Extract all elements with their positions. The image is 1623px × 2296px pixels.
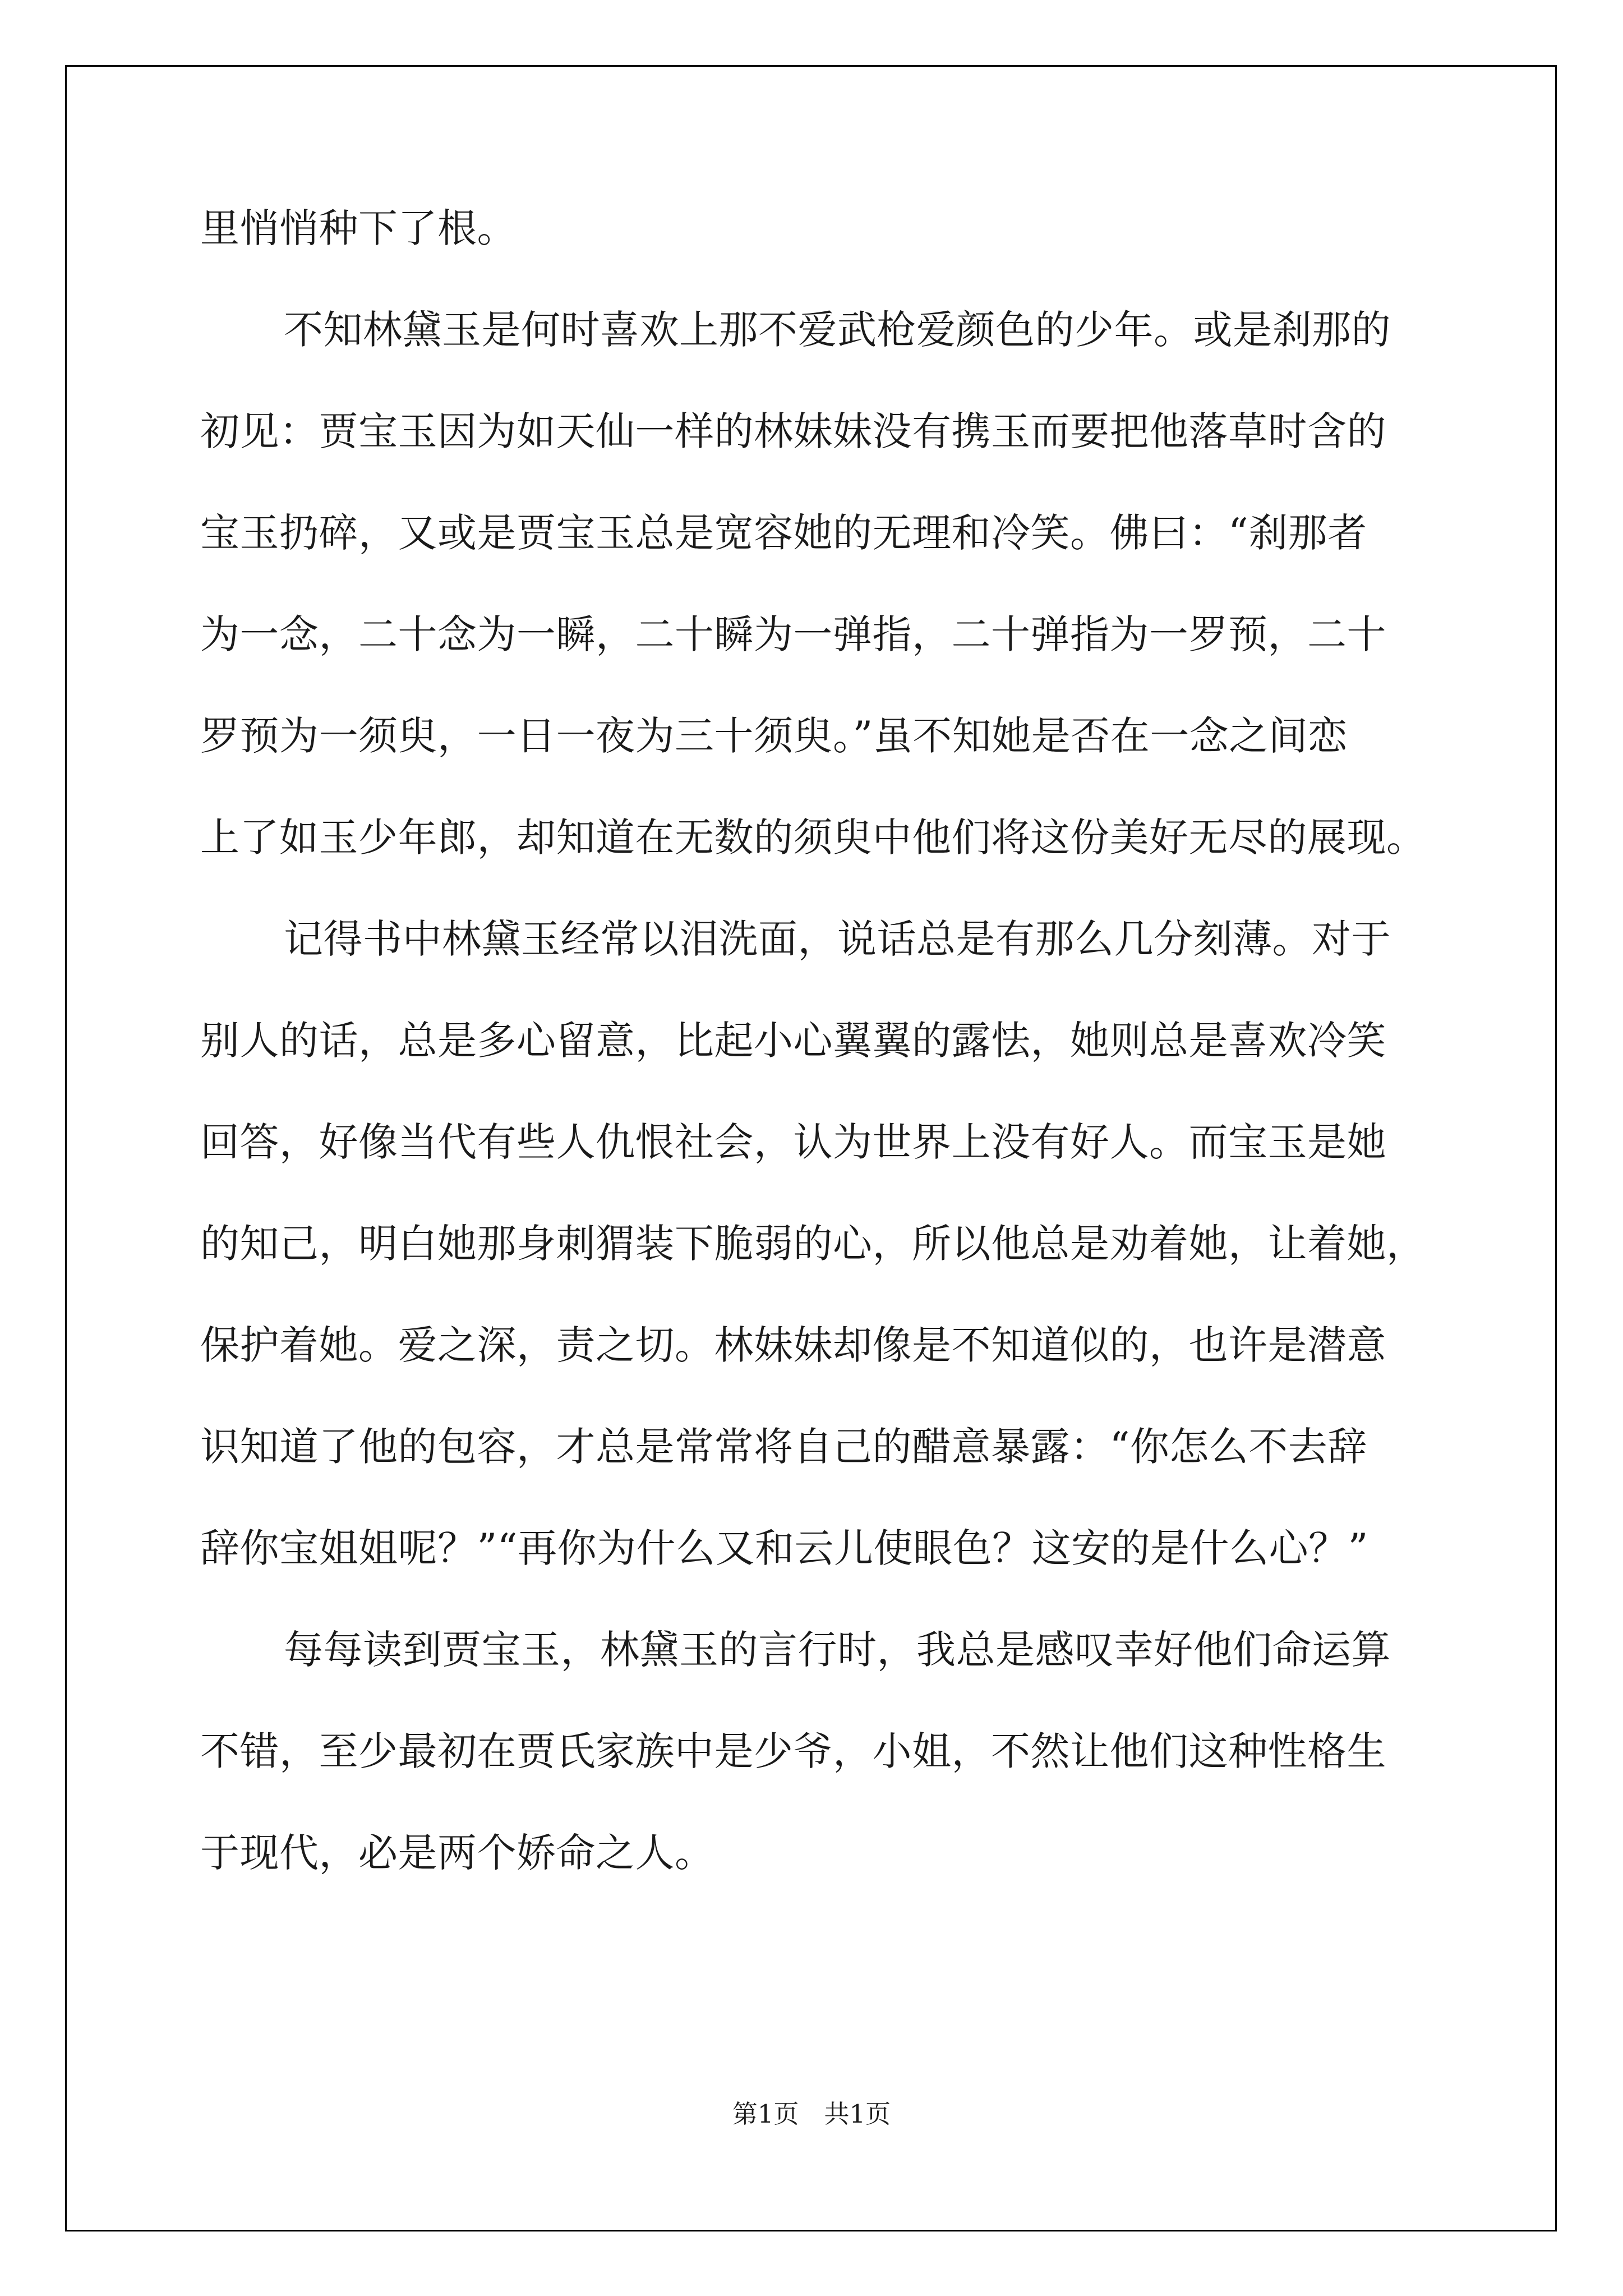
text-line: 宝玉扔碎，又或是贾宝玉总是宽容她的无理和冷笑。佛曰：“刹那者 — [200, 510, 1367, 556]
text-line: 辞你宝姐姐呢？”“再你为什么又和云儿使眼色？这安的是什么心？” — [200, 1525, 1368, 1571]
text-line: 初见：贾宝玉因为如天仙一样的林妹妹没有携玉而要把他落草时含的 — [200, 408, 1386, 454]
page-footer: 第1页 共1页 — [732, 2099, 891, 2129]
text-line: 保护着她。爱之深，责之切。林妹妹却像是不知道似的，也许是潜意 — [200, 1322, 1386, 1368]
text-line: 于现代，必是两个娇命之人。 — [200, 1830, 714, 1876]
text-line: 上了如玉少年郎，却知道在无数的须臾中他们将这份美好无尽的展现。 — [200, 815, 1426, 861]
text-line: 里悄悄种下了根。 — [200, 205, 517, 251]
paragraph-start-line: 每每读到贾宝玉，林黛玉的言行时，我总是感叹幸好他们命运算 — [284, 1627, 1391, 1673]
text-line: 识知道了他的包容，才总是常常将自己的醋意暴露：“你怎么不去辞 — [200, 1424, 1367, 1470]
text-line: 的知己，明白她那身刺猬装下脆弱的心，所以他总是劝着她，让着她， — [200, 1221, 1426, 1267]
text-line: 回答，好像当代有些人仇恨社会，认为世界上没有好人。而宝玉是她 — [200, 1119, 1386, 1165]
text-line: 为一念，二十念为一瞬，二十瞬为一弹指，二十弹指为一罗预，二十 — [200, 611, 1386, 657]
text-line: 不错，至少最初在贾氏家族中是少爷，小姐，不然让他们这种性格生 — [200, 1728, 1386, 1774]
text-line: 罗预为一须臾，一日一夜为三十须臾。”虽不知她是否在一念之间恋 — [200, 713, 1348, 759]
document-body — [200, 206, 1434, 1932]
paragraph-start-line: 记得书中林黛玉经常以泪洗面，说话总是有那么几分刻薄。对于 — [284, 916, 1391, 962]
paragraph-start-line: 不知林黛玉是何时喜欢上那不爱武枪爱颜色的少年。或是刹那的 — [284, 307, 1391, 353]
text-line: 别人的话，总是多心留意，比起小心翼翼的露怯，她则总是喜欢冷笑 — [200, 1018, 1386, 1064]
